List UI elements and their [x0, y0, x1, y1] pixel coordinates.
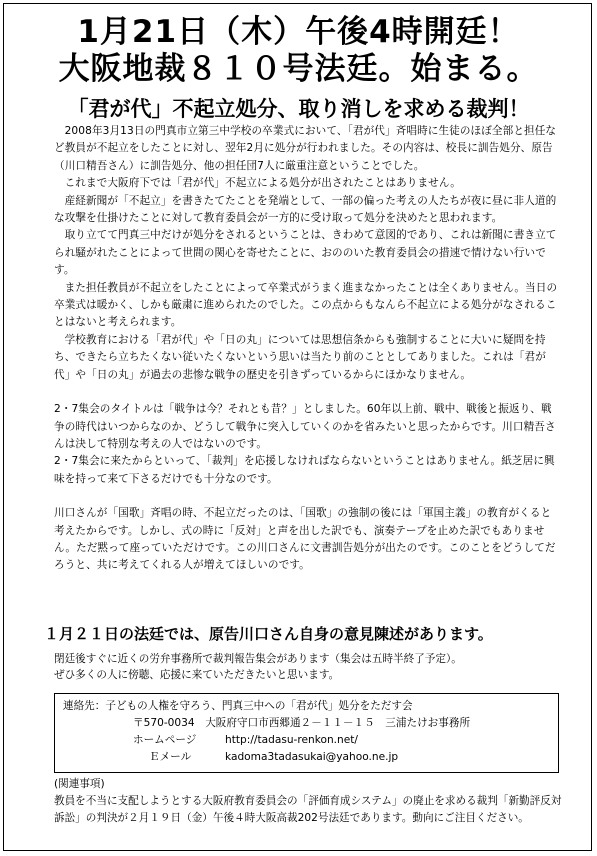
paragraph: 2・7集会に来たからといって、「裁判」を応援しなければならないということはありません。紙芝居に興味を持って来て下さるだけでも十分なのです。 — [54, 455, 555, 485]
paragraph: 2008年3月13日の門真市立第三中学校の卒業式において、「君が代」斉唱時に生徒のほぼ全部と担任など教員が不起立をしたことに対し、翌年2月に処分が行われました。その内容は、校長に訓告処分、原告（川口精吾さん）に訓告処分、他の担任団7人に厳重注意ということでした。 — [54, 125, 557, 172]
related-heading: (関連事項) — [54, 778, 105, 790]
related-section — [54, 776, 564, 827]
homepage-link[interactable]: http://tadasu-renkon.net/ — [225, 734, 359, 746]
announcement: １月２１日の法廷では、原告川口さん自身の意見陳述があります。 — [44, 625, 493, 643]
related-text: 教員を不当に支配しようとする大阪府教育委員会の「評価育成システム」の廃止を求める裁判「新勤評反対訴訟」の判決が２月１９日（金）午後４時大阪高裁202号法廷であります。動向にご注目ください。 — [54, 795, 562, 824]
paragraph: 産経新聞が「不起立」を書きたてたことを発端として、一部の偏った考えの人たちが夜に昼に非人道的な攻撃を仕掛けたことに対して教育委員会が一方的に受け取って処分を決めたと思われます。 — [54, 194, 557, 225]
notes — [54, 651, 564, 683]
body-text — [54, 123, 560, 575]
headline-date: 1月21日（木）午後4時開廷！ — [77, 14, 520, 50]
email-link[interactable]: kadoma3tadasukai@yahoo.ne.jp — [225, 751, 399, 763]
paragraph: これまで大阪府下では「君が代」不起立による処分が出されたことはありません。 — [64, 177, 461, 190]
headline-court: 大阪地裁８１０号法廷。始まる。 — [58, 51, 539, 87]
note-line: ぜひ多くの人に傍聴、応援に来ていただきたいと思います。 — [54, 669, 340, 681]
contact-homepage — [63, 732, 550, 749]
paragraph: 学校教育における「君が代」や「日の丸」については思想信条からも強制することに大いに疑問を持ち、できたら立ちたくない従いたくないという思いは当たり前のこととしてありました。これは「君が代」や「日の丸」が過去の悲惨な戦争の歴史を引きずっているからにほかなりません。 — [54, 333, 546, 381]
homepage-label: ホームページ — [133, 734, 197, 746]
email-label: Ｅメール — [149, 751, 192, 763]
note-line: 閉廷後すぐに近くの労弁事務所で裁判報告集会があります（集会は五時半終了予定）。 — [54, 653, 462, 665]
subtitle: 「君が代」不起立処分、取り消しを求める裁判！ — [67, 97, 530, 121]
paragraph: 川口さんが「国歌」斉唱の時、不起立だったのは、「国歌」の強制の後には「軍国主義」の教育がくると考えたからです。しかし、式の時に「反対」と声を出した訳でも、演奏テープを止めた訳でもありません。ただ黙って座っていただけです。この川口さんに文書訓告処分が出たのです。このことをどうしてだろうと、共に考えてくれる人が増えてほしいのです。 — [54, 507, 556, 572]
contact-box — [54, 693, 559, 773]
paragraph: 取り立てて門真三中だけが処分をされるということは、きわめて意図的であり、これは新聞に書き立てられ騒がれたことによって世間の関心を寄せたことに、おののいた教育委員会の措速で情けない行いです。 — [54, 229, 557, 277]
paragraph: また担任教員が不起立をしたことによって卒業式がうまく進まなかったことは全くありません。当日の卒業式は暖かく、しかも厳粛に進められたのでした。この点からもなんら不起立による処分がなされることはないと考えられます。 — [54, 281, 558, 329]
contact-email — [63, 749, 550, 766]
contact-address: 〒570-0034 大阪府守口市西郷通２－１１－１５ 三浦たけお事務所 — [133, 717, 471, 729]
paragraph: 2・7集会のタイトルは「戦争は今？それとも昔？」としました。60年以上前、戦中、戦後と振返り、戦争の時代はいつからなのか、どうして戦争に突入していくのかを省みたいと思ったからです。川口精吾さんは決して特別な考えの人ではないのです。 — [54, 403, 556, 450]
contact-org: 連絡先：子どもの人権を守ろう、門真三中への「君が代」処分をただす会 — [63, 700, 413, 712]
